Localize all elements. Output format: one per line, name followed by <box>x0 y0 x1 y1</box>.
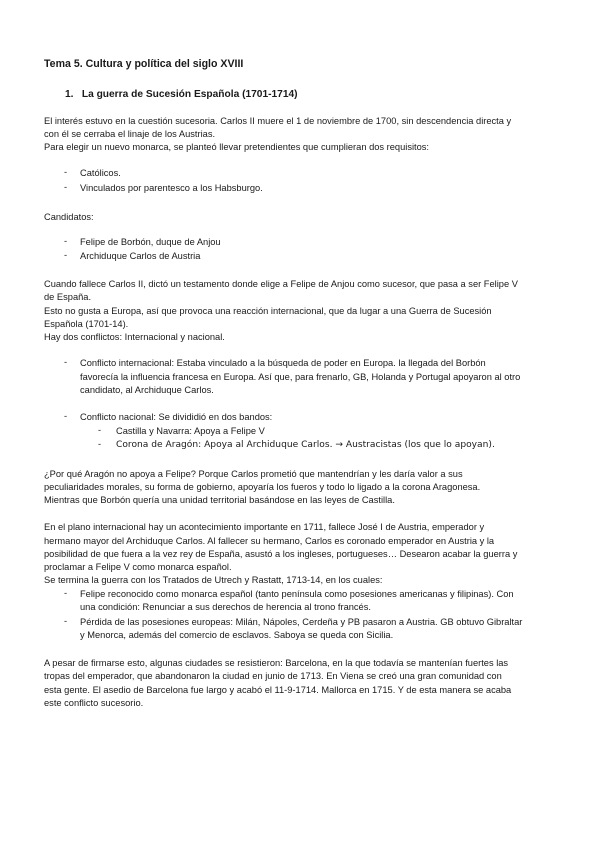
list-item-candidato: Archiduque Carlos de Austria <box>80 251 201 261</box>
list-bullet-dash: - <box>98 439 102 449</box>
paragraph-aragon-line: Mientras que Borbón quería una unidad territorial basándose en las leyes de Castilla. <box>44 495 395 505</box>
conflicto-nacional: Conflicto nacional: Se divididió en dos bandos: <box>80 412 273 422</box>
paragraph-intro-line: con él se cerraba el linaje de los Austrias. <box>44 129 216 139</box>
conflicto-internacional-line: favorecía la influencia francesa en Europa. Así que, para frenarlo, GB, Holanda y Portugal apoyaron al otro <box>80 372 521 382</box>
list-bullet-dash: - <box>64 411 68 421</box>
list-item-tratado-line: Pérdida de las posesiones europeas: Milán, Nápoles, Cerdeña y PB pasaron a Austria. GB obtuvo Gibraltar <box>80 617 523 627</box>
list-item-requisito: Católicos. <box>80 168 121 178</box>
paragraph-aragon-line: ¿Por qué Aragón no apoya a Felipe? Porque Carlos prometió que mantendrían y les daría valor a sus <box>44 469 463 479</box>
paragraph-resistencia-line: esta gente. El asedio de Barcelona fue largo y acabó el 11-9-1714. Mallorca en 1715. Y de esta manera se acaba <box>44 685 512 695</box>
paragraph-intro-line: El interés estuvo en la cuestión sucesoria. Carlos II muere el 1 de noviembre de 1700, sin descendencia directa y <box>44 116 512 126</box>
paragraph-testamento-line: Esto no gusta a Europa, así que provoca una reacción internacional, que da lugar a una Guerra de Sucesión <box>44 306 492 316</box>
candidatos-label: Candidatos: <box>44 212 94 222</box>
list-bullet-dash: - <box>64 357 68 367</box>
paragraph-internacional-line: proclamar a Felipe V como monarca español. <box>44 562 232 572</box>
paragraph-testamento-line: de España. <box>44 292 92 302</box>
paragraph-testamento-line: Española (1701-14). <box>44 319 129 329</box>
paragraph-intro-line: Para elegir un nuevo monarca, se planteó llevar pretendientes que cumplieran dos requisitos: <box>44 142 430 152</box>
list-item-requisito: Vinculados por parentesco a los Habsburgo. <box>80 183 263 193</box>
section-heading-text: La guerra de Sucesión Española (1701-1714) <box>81 89 298 100</box>
list-bullet-dash: - <box>98 425 102 435</box>
paragraph-internacional-line: Se termina la guerra con los Tratados de Utrech y Rastatt, 1713-14, en los cuales: <box>44 575 383 585</box>
list-bullet-dash: - <box>64 236 68 246</box>
section-heading <box>65 89 298 100</box>
paragraph-resistencia-line: tropas del emperador, que abandonaron la ciudad en junio de 1713. En Viena se creó una gran comunidad con <box>44 671 502 681</box>
section-number: 1. <box>65 89 74 100</box>
list-bullet-dash: - <box>64 250 68 260</box>
list-bullet-dash: - <box>64 616 68 626</box>
list-item-candidato: Felipe de Borbón, duque de Anjou <box>80 237 221 247</box>
paragraph-resistencia-line: este conflicto sucesorio. <box>44 698 144 708</box>
list-item-bando: Castilla y Navarra: Apoya a Felipe V <box>116 426 265 436</box>
list-bullet-dash: - <box>64 167 68 177</box>
conflicto-internacional-line: Conflicto internacional: Estaba vinculado a la búsqueda de poder en Europa. la llegada del Borbón <box>80 358 486 368</box>
document-title: Tema 5. Cultura y política del siglo XVIII <box>44 58 244 70</box>
paragraph-testamento-line: Hay dos conflictos: Internacional y nacional. <box>44 332 225 342</box>
paragraph-internacional-line: posibilidad de que fuera a la vez rey de España, asustó a los ingleses, portugueses… Desearon acabar la guerra y <box>44 549 518 559</box>
paragraph-resistencia-line: A pesar de firmarse esto, algunas ciudades se resistieron: Barcelona, en la que todavía se mantenían fuertes las <box>44 658 509 668</box>
conflicto-internacional-line: candidato, al Archiduque Carlos. <box>80 385 214 395</box>
list-item-tratado-line: una condición: Renunciar a sus derechos de herencia al trono francés. <box>80 602 371 612</box>
paragraph-aragon-line: peculiaridades morales, su forma de gobierno, apoyaría los fueros y todo lo ligado a la corona Aragonesa. <box>44 482 481 492</box>
list-bullet-dash: - <box>64 588 68 598</box>
paragraph-internacional-line: hermano mayor del Archiduque Carlos. Al fallecer su hermano, Carlos es coronado emperador en Austria y la <box>44 536 495 546</box>
list-item-bando: Corona de Aragón: Apoya al Archiduque Carlos. → Austracistas (los que lo apoyan). <box>116 440 495 450</box>
list-item-tratado-line: Felipe reconocido como monarca español (tanto península como posesiones americanas y filipinas). Con <box>80 589 514 599</box>
paragraph-internacional-line: En el plano internacional hay un acontecimiento importante en 1711, fallece José I de Austria, emperador y <box>44 522 485 532</box>
paragraph-testamento-line: Cuando fallece Carlos II, dictó un testamento donde elige a Felipe de Anjou como sucesor, que pasa a ser Felipe V <box>44 279 518 289</box>
list-item-tratado-line: y Menorca, además del comercio de esclavos. Saboya se queda con Sicilia. <box>80 630 394 640</box>
list-bullet-dash: - <box>64 182 68 192</box>
